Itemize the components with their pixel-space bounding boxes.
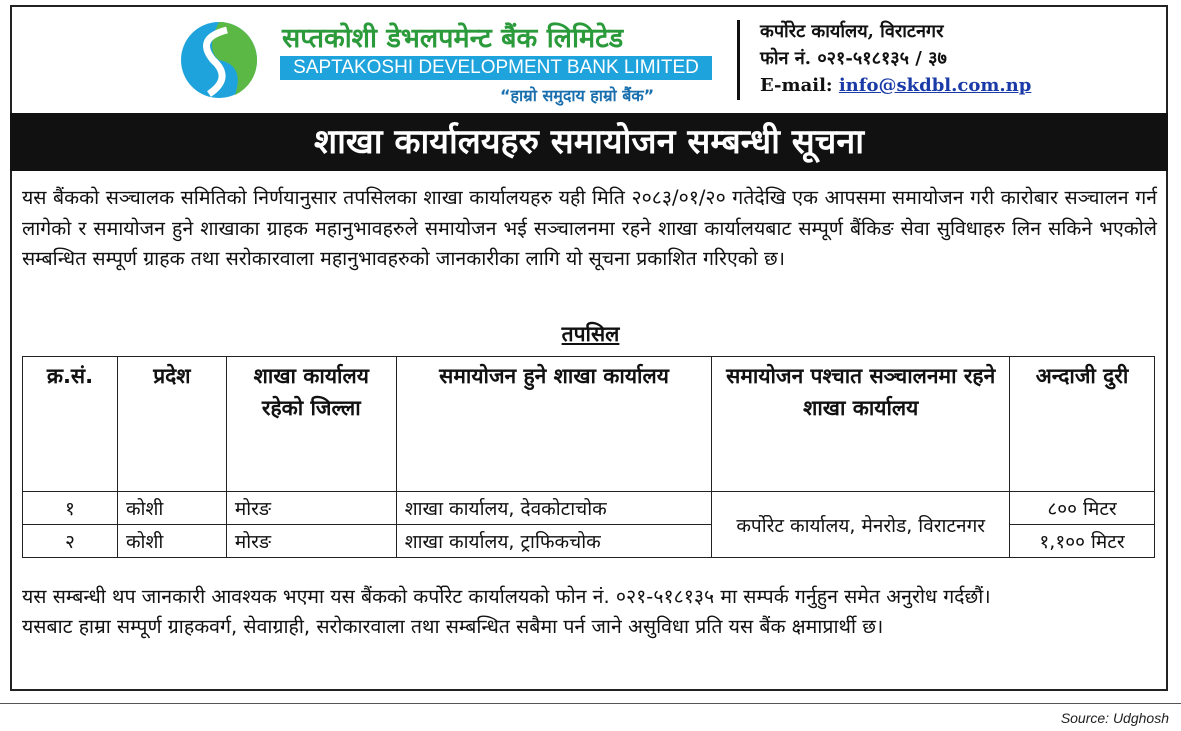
apology: यसबाट हाम्रा सम्पूर्ण ग्राहकवर्ग, सेवाग्राही, सरोकारवाला तथा सम्बन्धित सबैमा पर्न जाने असुविधा प्रति यस बैंक क्षमाप्रार्थी छ। [22,615,884,638]
col-distance: अन्दाजी दुरी [1010,357,1155,492]
cell-sn: २ [23,525,118,558]
cell-district: मोरङ [226,492,396,525]
bank-name-english: SAPTAKOSHI DEVELOPMENT BANK LIMITED [280,56,712,80]
cell-distance: १,१०० मिटर [1010,525,1155,558]
schedule-heading: तपसिल [561,322,620,346]
divider [737,20,740,100]
cell-province: कोशी [117,492,226,525]
table-header-row [23,357,1155,492]
phone: फोन नं. ०२१-५१८१३५ / ३७ [760,48,947,69]
cell-sn: १ [23,492,118,525]
col-province: प्रदेश [117,357,226,492]
slogan: “हाम्रो समुदाय हाम्रो बैंक” [500,86,655,105]
col-district: शाखा कार्यालय रहेको जिल्ला [226,357,396,492]
branch-table [22,356,1155,558]
footer-text [22,582,1162,642]
email-label: E-mail: [760,75,833,96]
cell-branch: शाखा कार्यालय, देवकोटाचोक [396,492,712,525]
cell-province: कोशी [117,525,226,558]
notice-paragraph: यस बैंकको सञ्चालक समितिको निर्णयानुसार तपसिलका शाखा कार्यालयहरु यही मिति २०८३/०१/२० गतेदेखि एक आपसमा समायोजन गरी कारोबार सञ्चालन गर्न लागेको र समायोजन हुने शाखाका ग्राहक महानुभावहरुले समायोजन भई सञ्चालनमा रहने शाखा कार्यालयबाट सम्पूर्ण बैंकिङ सेवा सुविधाहरु लिन सकिने भएकोले सम्बन्धित सम्पूर्ण ग्राहक तथा सरोकारवाला महानुभावहरुको जानकारीका लागि यो सूचना प्रकाशित गरिएको छ। [22,186,1157,270]
cell-branch: शाखा कार्यालय, ट्राफिकचोक [396,525,712,558]
col-operating-branch: समायोजन पश्चात सञ्चालनमा रहने शाखा कार्यालय [712,357,1010,492]
col-merging-branch: समायोजन हुने शाखा कार्यालय [396,357,712,492]
notice-title: शाखा कार्यालयहरु समायोजन सम्बन्धी सूचना [10,113,1168,171]
email-link[interactable]: info@skdbl.com.np [838,75,1032,96]
contact-request: यस सम्बन्धी थप जानकारी आवश्यक भएमा यस बैंकको कर्पोरेट कार्यालयको फोन नं. ०२१-५१८१३५ मा सम्पर्क गर्नुहुन समेत अनुरोध गर्दछौं। [22,585,991,608]
table-row [23,492,1155,525]
cell-district: मोरङ [226,525,396,558]
col-sn: क्र.सं. [23,357,118,492]
contact-block [760,18,1031,99]
cell-operating-branch: कर्पोरेट कार्यालय, मेनरोड, विराटनगर [712,492,1010,558]
bank-name-nepali: सप्तकोशी डेभलपमेन्ट बैंक लिमिटेड [282,23,624,54]
source-divider [0,703,1181,704]
office-address: कर्पोरेट कार्यालय, विराटनगर [760,21,944,42]
bank-logo-icon [175,20,263,100]
source-credit: Source: Udghosh [1060,710,1169,726]
cell-distance: ८०० मिटर [1010,492,1155,525]
